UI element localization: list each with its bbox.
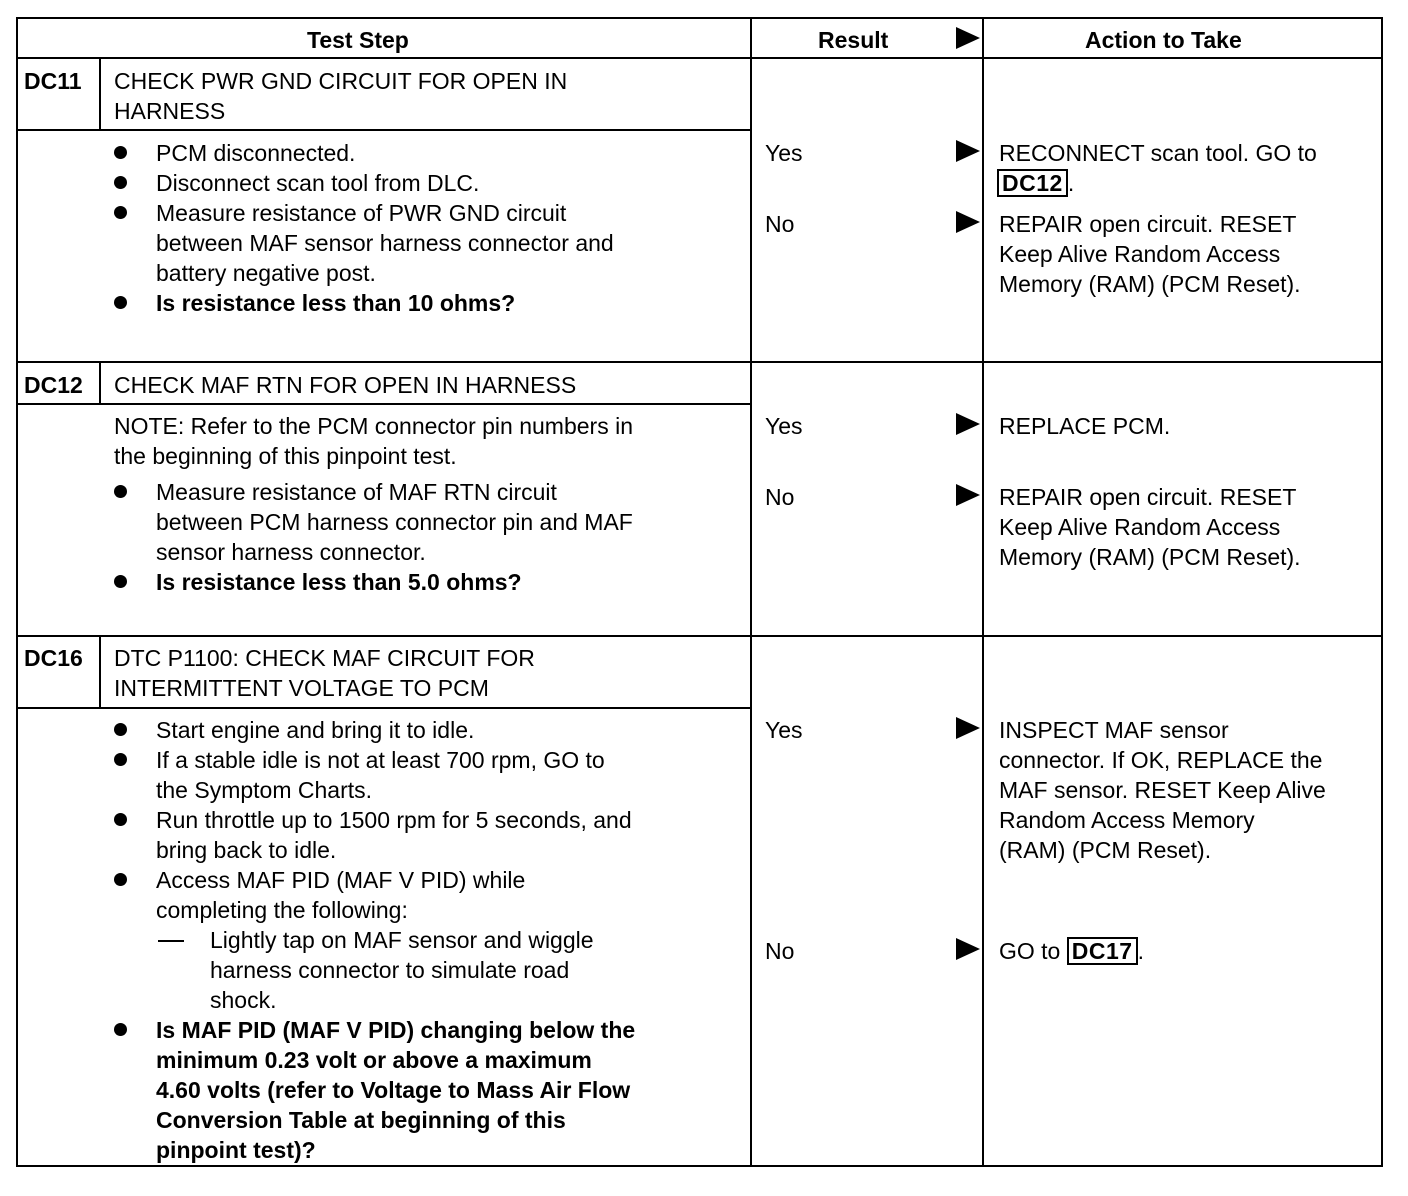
note-text: the beginning of this pinpoint test.: [114, 443, 457, 469]
action-text: REPLACE PCM.: [999, 413, 1171, 439]
bullet-text: sensor harness connector.: [156, 539, 426, 565]
bullet-icon: [114, 176, 127, 189]
result-no: No: [765, 211, 795, 237]
bullet-icon: [114, 723, 127, 736]
dc11-title-rule: [16, 129, 752, 131]
action-text: Keep Alive Random Access: [999, 241, 1281, 267]
action-reference-line: GO to DC17 .: [999, 938, 1144, 964]
sub-item-text: Lightly tap on MAF sensor and wiggle: [210, 927, 594, 953]
bullet-text: between PCM harness connector pin and MAF: [156, 509, 633, 535]
step-title-line: HARNESS: [114, 98, 226, 124]
action-text: GO to: [999, 938, 1061, 964]
action-column-divider: [982, 17, 984, 1167]
bullet-text: Access MAF PID (MAF V PID) while: [156, 867, 526, 893]
action-text: REPAIR open circuit. RESET: [999, 211, 1297, 237]
header-result: Result: [818, 27, 889, 53]
result-no: No: [765, 938, 795, 964]
dc16-id-divider: [99, 637, 101, 708]
bullet-text: If a stable idle is not at least 700 rpm, GO to: [156, 747, 605, 773]
action-text: connector. If OK, REPLACE the: [999, 747, 1323, 773]
step-reference-link[interactable]: DC12: [997, 169, 1068, 197]
result-yes: Yes: [765, 717, 803, 743]
result-column-divider: [750, 17, 752, 1167]
dc16-title-rule: [16, 707, 752, 709]
step-title-line: CHECK MAF RTN FOR OPEN IN HARNESS: [114, 372, 577, 398]
bullet-icon: [114, 485, 127, 498]
action-text: REPAIR open circuit. RESET: [999, 484, 1297, 510]
table-border-bottom: [16, 1165, 1383, 1167]
bullet-question: Is resistance less than 5.0 ohms?: [156, 569, 522, 595]
bullet-question: 4.60 volts (refer to Voltage to Mass Air Flow: [156, 1077, 631, 1103]
result-yes: Yes: [765, 140, 803, 166]
bullet-text: bring back to idle.: [156, 837, 337, 863]
result-arrow-icon: [956, 717, 980, 739]
result-yes: Yes: [765, 413, 803, 439]
bullet-text: Run throttle up to 1500 rpm for 5 seconds, and: [156, 807, 632, 833]
result-arrow-icon: [956, 211, 980, 233]
table-border-right: [1381, 17, 1383, 1167]
sub-item-text: harness connector to simulate road: [210, 957, 570, 983]
bullet-question: Conversion Table at beginning of this: [156, 1107, 566, 1133]
table-border-left: [16, 17, 18, 1167]
result-arrow-icon: [956, 938, 980, 960]
action-text: INSPECT MAF sensor: [999, 717, 1229, 743]
header-test-step: Test Step: [307, 27, 409, 53]
bullet-icon: [114, 1023, 127, 1036]
dc11-id-divider: [99, 59, 101, 130]
bullet-text: Measure resistance of PWR GND circuit: [156, 200, 567, 226]
bullet-text: Measure resistance of MAF RTN circuit: [156, 479, 557, 505]
result-no: No: [765, 484, 795, 510]
bullet-text: battery negative post.: [156, 260, 376, 286]
result-arrow-icon: [956, 140, 980, 162]
action-text: MAF sensor. RESET Keep Alive: [999, 777, 1326, 803]
bullet-question: pinpoint test)?: [156, 1137, 316, 1163]
step-reference-link[interactable]: DC17: [1067, 937, 1138, 965]
step-id: DC12: [24, 372, 83, 398]
bullet-question: Is MAF PID (MAF V PID) changing below the: [156, 1017, 636, 1043]
bullet-text: completing the following:: [156, 897, 408, 923]
header-arrow-icon: [956, 27, 980, 49]
action-text: Memory (RAM) (PCM Reset).: [999, 271, 1301, 297]
action-text: (RAM) (PCM Reset).: [999, 837, 1212, 863]
bullet-icon: [114, 206, 127, 219]
header-bottom-rule: [16, 57, 1383, 59]
bullet-question: Is resistance less than 10 ohms?: [156, 290, 516, 316]
bullet-icon: [114, 813, 127, 826]
action-text: RECONNECT scan tool. GO to: [999, 140, 1317, 166]
step-title-line: INTERMITTENT VOLTAGE TO PCM: [114, 675, 489, 701]
dc12-id-divider: [99, 363, 101, 404]
action-reference-line: DC12 .: [997, 168, 1074, 198]
bullet-text: Start engine and bring it to idle.: [156, 717, 475, 743]
action-text: Random Access Memory: [999, 807, 1255, 833]
bullet-icon: [114, 296, 127, 309]
result-arrow-icon: [956, 413, 980, 435]
bullet-text: Disconnect scan tool from DLC.: [156, 170, 480, 196]
section-divider-dc12: [16, 361, 1383, 363]
step-title-line: CHECK PWR GND CIRCUIT FOR OPEN IN: [114, 68, 568, 94]
bullet-text: the Symptom Charts.: [156, 777, 373, 803]
bullet-icon: [114, 146, 127, 159]
result-arrow-icon: [956, 484, 980, 506]
note-text: NOTE: Refer to the PCM connector pin numbers in: [114, 413, 633, 439]
table-border-top: [16, 17, 1383, 19]
bullet-icon: [114, 753, 127, 766]
step-id: DC16: [24, 645, 83, 671]
action-text: Keep Alive Random Access: [999, 514, 1281, 540]
dc12-title-rule: [16, 403, 752, 405]
bullet-text: between MAF sensor harness connector and: [156, 230, 614, 256]
bullet-icon: [114, 873, 127, 886]
dash-icon: [158, 940, 184, 942]
header-action: Action to Take: [1085, 27, 1242, 53]
bullet-icon: [114, 575, 127, 588]
bullet-text: PCM disconnected.: [156, 140, 356, 166]
sub-item-text: shock.: [210, 987, 277, 1013]
section-divider-dc16: [16, 635, 1383, 637]
step-title-line: DTC P1100: CHECK MAF CIRCUIT FOR: [114, 645, 535, 671]
bullet-question: minimum 0.23 volt or above a maximum: [156, 1047, 592, 1073]
step-id: DC11: [24, 68, 82, 94]
action-text: Memory (RAM) (PCM Reset).: [999, 544, 1301, 570]
